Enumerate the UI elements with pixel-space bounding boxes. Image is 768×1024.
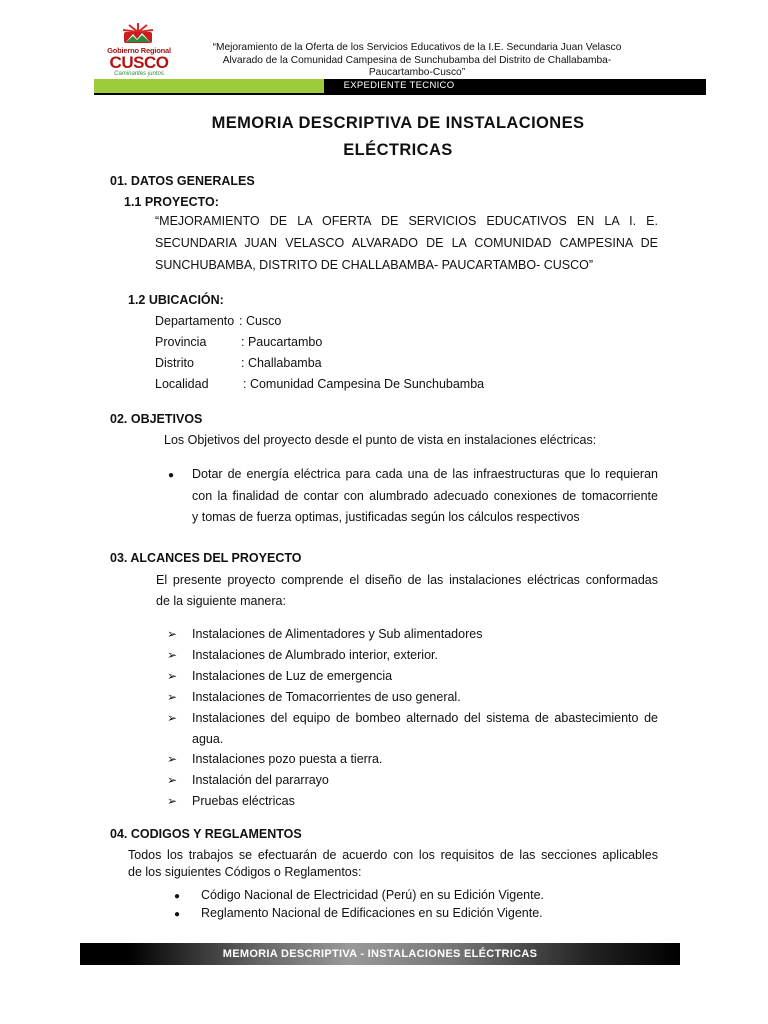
codigo-item: Reglamento Nacional de Edificaciones en su Edición Vigente.	[201, 906, 543, 920]
proyecto-line: SUNCHUBAMBA, DISTRITO DE CHALLABAMBA- PAUCARTAMBO- CUSCO”	[155, 258, 594, 272]
codigo-item: Código Nacional de Electricidad (Perú) en su Edición Vigente.	[201, 888, 545, 902]
logo-line2: CUSCO	[109, 53, 169, 72]
ubicacion-label: Departamento	[155, 314, 235, 328]
document-title-line2: ELÉCTRICAS	[343, 141, 453, 159]
alcance-item: Instalaciones de Alumbrado interior, exterior.	[192, 648, 438, 662]
alcance-item: Instalaciones del equipo de bombeo alternado del sistema de abastecimiento de	[192, 711, 658, 725]
bullet-dot-icon: ●	[174, 891, 181, 902]
ubicacion-value: : Cusco	[239, 314, 282, 328]
gobierno-regional-cusco-logo	[106, 22, 172, 78]
objetivo-line: y tomas de fuerza optimas, justificadas según los cálculos respectivos	[192, 510, 580, 524]
ubicacion-value: : Paucartambo	[241, 335, 323, 349]
arrow-bullet-icon: ➢	[167, 773, 178, 787]
arrow-bullet-icon: ➢	[167, 627, 178, 641]
objetivo-line: Dotar de energía eléctrica para cada una de las infraestructuras que lo requieran	[192, 467, 658, 481]
ubicacion-label: Provincia	[155, 335, 207, 349]
ubicacion-label: Localidad	[155, 377, 209, 391]
arrow-bullet-icon: ➢	[167, 690, 178, 704]
bullet-dot-icon: ●	[168, 470, 175, 481]
arrow-bullet-icon: ➢	[167, 648, 178, 662]
header-project-title	[186, 42, 648, 80]
codigos-intro-line: Todos los trabajos se efectuarán de acuerdo con los requisitos de las secciones aplicables	[128, 848, 658, 862]
section-heading-datos-generales: 01. DATOS GENERALES	[110, 174, 255, 188]
ubicacion-value: : Comunidad Campesina De Sunchubamba	[243, 377, 485, 391]
header-green-band	[94, 79, 324, 93]
sun-mountain-emblem-icon	[118, 22, 158, 44]
logo-line1: Gobierno Regional	[107, 46, 171, 55]
bullet-dot-icon: ●	[174, 909, 181, 920]
expediente-tecnico-label: EXPEDIENTE TECNICO	[343, 80, 455, 91]
subsection-heading-ubicacion: 1.2 UBICACIÓN:	[128, 293, 224, 307]
objetivo-line: con la finalidad de contar con alumbrado adecuado conexiones de tomacorriente	[192, 489, 658, 503]
codigos-intro-line: de los siguientes Códigos o Reglamentos:	[128, 865, 362, 879]
footer-title: MEMORIA DESCRIPTIVA - INSTALACIONES ELÉCTRICAS	[222, 948, 538, 960]
section-heading-codigos: 04. CODIGOS Y REGLAMENTOS	[110, 827, 302, 841]
proyecto-line: SECUNDARIA JUAN VELASCO ALVARADO DE LA COMUNIDAD CAMPESINA DE	[155, 236, 658, 250]
alcances-intro-line: de la siguiente manera:	[156, 594, 286, 608]
section-heading-objetivos: 02. OBJETIVOS	[110, 412, 203, 426]
proyecto-line: “MEJORAMIENTO DE LA OFERTA DE SERVICIOS EDUCATIVOS EN LA I. E.	[155, 214, 658, 228]
header-project-line: Alvarado de la Comunidad Campesina de Sunchubamba del Distrito de Challabamba-	[222, 54, 612, 66]
objetivos-intro: Los Objetivos del proyecto desde el punto de vista en instalaciones eléctricas:	[164, 433, 597, 447]
header-divider	[94, 93, 706, 95]
header-project-line: “Mejoramiento de la Oferta de los Servicios Educativos de la I.E. Secundaria Juan Velasco	[212, 42, 622, 53]
ubicacion-label: Distrito	[155, 356, 194, 370]
arrow-bullet-icon: ➢	[167, 711, 178, 725]
alcance-item: Pruebas eléctricas	[192, 794, 295, 808]
logo-line3: Caminantes juntos	[114, 71, 164, 77]
subsection-heading-proyecto: 1.1 PROYECTO:	[124, 195, 219, 209]
document-title	[100, 110, 696, 164]
arrow-bullet-icon: ➢	[167, 794, 178, 808]
section-heading-alcances: 03. ALCANCES DEL PROYECTO	[110, 551, 302, 565]
ubicacion-value: : Challabamba	[241, 356, 322, 370]
alcance-item: Instalaciones de Tomacorrientes de uso general.	[192, 690, 461, 704]
arrow-bullet-icon: ➢	[167, 752, 178, 766]
alcance-item: Instalaciones de Alimentadores y Sub alimentadores	[192, 627, 483, 641]
alcance-item-continuation: agua.	[192, 732, 224, 746]
alcance-item: Instalaciones de Luz de emergencia	[192, 669, 393, 683]
alcances-intro-line: El presente proyecto comprende el diseño de las instalaciones eléctricas conformadas	[156, 573, 658, 587]
alcance-item: Instalaciones pozo puesta a tierra.	[192, 752, 383, 766]
alcance-item: Instalación del pararrayo	[192, 773, 329, 787]
arrow-bullet-icon: ➢	[167, 669, 178, 683]
document-title-line1: MEMORIA DESCRIPTIVA DE INSTALACIONES	[211, 114, 585, 132]
header-project-line: Paucartambo-Cusco”	[368, 67, 466, 79]
